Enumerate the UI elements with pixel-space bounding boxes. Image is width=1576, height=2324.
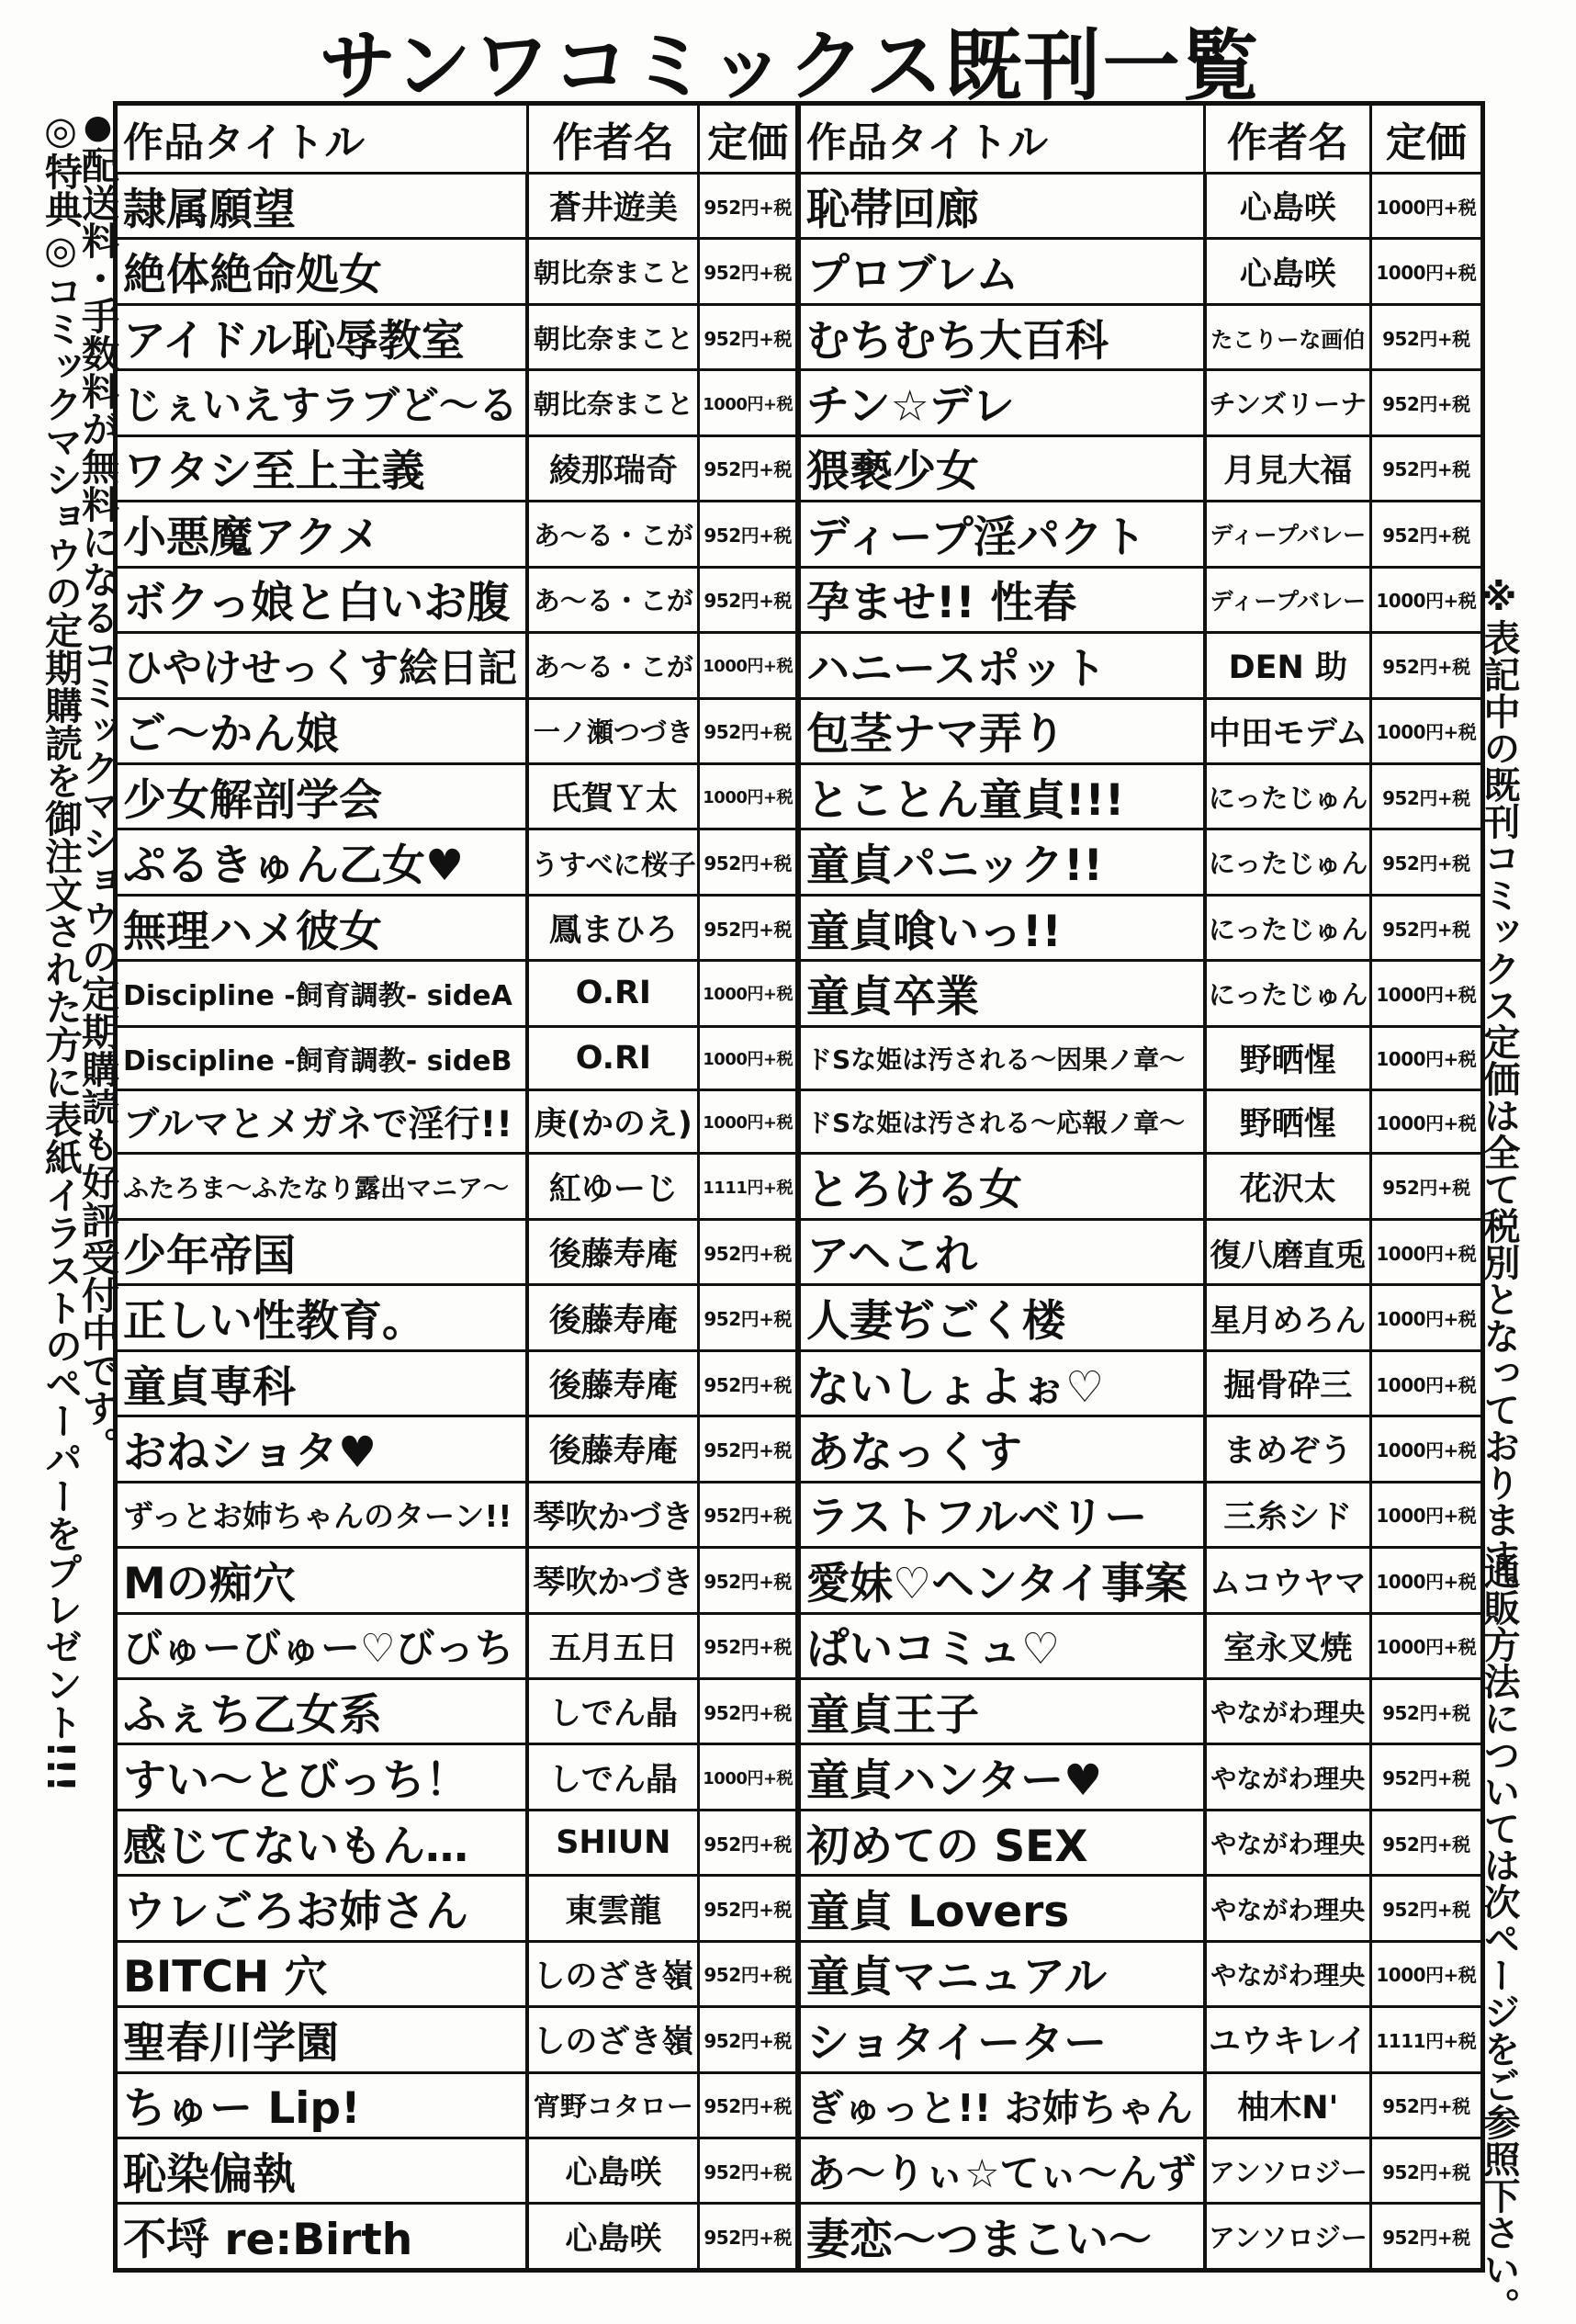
book-price: 1000円+税 xyxy=(1370,567,1482,632)
table-row xyxy=(116,435,1483,501)
book-author: O.RI xyxy=(527,1026,698,1089)
book-price: 1000円+税 xyxy=(1370,961,1482,1026)
book-author: 後藤寿庵 xyxy=(527,1416,698,1482)
book-price: 1000円+税 xyxy=(699,1090,798,1154)
book-price: 952円+税 xyxy=(699,2007,798,2072)
book-price: 1000円+税 xyxy=(1370,1350,1482,1416)
table-row xyxy=(116,502,1483,567)
book-title: 孕ませ!! 性春 xyxy=(798,567,1205,632)
book-author: 月見大福 xyxy=(1205,435,1370,501)
table-row xyxy=(116,1154,1483,1219)
book-title: 童貞ハンター♥ xyxy=(798,1744,1205,1810)
book-price: 952円+税 xyxy=(699,1613,798,1678)
book-author: 花沢太 xyxy=(1205,1154,1370,1219)
book-author: ディープバレー xyxy=(1205,567,1370,632)
book-title: ショタイーター xyxy=(798,2007,1205,2072)
book-title: とことん童貞!!! xyxy=(798,763,1205,829)
book-title: ハニースポット xyxy=(798,633,1205,698)
book-price: 952円+税 xyxy=(699,502,798,567)
book-title: 童貞喰いっ!! xyxy=(798,895,1205,960)
table-row xyxy=(116,1941,1483,2006)
book-author: 後藤寿庵 xyxy=(527,1350,698,1416)
book-title: 感じてないもん… xyxy=(116,1810,528,1875)
book-title: 妻恋〜つまこい〜 xyxy=(798,2204,1205,2271)
book-author: 朝比奈まこと xyxy=(527,239,698,304)
book-author: あ〜る・こが xyxy=(527,633,698,698)
book-author: 柚木N' xyxy=(1205,2072,1370,2138)
book-author: うすべに桜子 xyxy=(527,829,698,895)
book-title: プロブレム xyxy=(798,239,1205,304)
book-price: 952円+税 xyxy=(1370,1678,1482,1743)
header-author: 作者名 xyxy=(527,104,698,174)
book-author: 心島咲 xyxy=(1205,174,1370,239)
book-price: 1000円+税 xyxy=(1370,698,1482,763)
book-title: BITCH 穴 xyxy=(116,1941,528,2006)
book-author: 野晒惺 xyxy=(1205,1026,1370,1089)
book-title: ご〜かん娘 xyxy=(116,698,528,763)
book-author: 心島咲 xyxy=(1205,239,1370,304)
book-author: やながわ理央 xyxy=(1205,1941,1370,2006)
comics-list-table xyxy=(113,101,1485,2273)
book-price: 1000円+税 xyxy=(699,633,798,698)
book-price: 952円+税 xyxy=(699,1876,798,1941)
table-row xyxy=(116,1876,1483,1941)
book-price: 952円+税 xyxy=(1370,304,1482,369)
book-title: ふたろま〜ふたなり露出マニア〜 xyxy=(116,1154,528,1219)
book-title: ドSな姫は汚される〜応報ノ章〜 xyxy=(798,1090,1205,1154)
book-title: びゅーびゅー♡びっち xyxy=(116,1613,528,1678)
book-author: 綾那瑞奇 xyxy=(527,435,698,501)
book-title: ぎゅっと!! お姉ちゃん xyxy=(798,2072,1205,2138)
book-title: 無理ハメ彼女 xyxy=(116,895,528,960)
book-price: 1000円+税 xyxy=(1370,1613,1482,1678)
book-author: たこりーな画伯 xyxy=(1205,304,1370,369)
book-price: 1000円+税 xyxy=(1370,1026,1482,1089)
book-title: Mの痴穴 xyxy=(116,1548,528,1613)
book-price: 952円+税 xyxy=(699,1810,798,1875)
book-price: 1000円+税 xyxy=(1370,1285,1482,1350)
book-price: 952円+税 xyxy=(1370,1810,1482,1875)
book-author: SHIUN xyxy=(527,1810,698,1875)
book-price: 952円+税 xyxy=(1370,2072,1482,2138)
table-row xyxy=(116,2138,1483,2204)
book-author: 一ノ瀬つづき xyxy=(527,698,698,763)
book-price: 952円+税 xyxy=(1370,502,1482,567)
book-title: 初めての SEX xyxy=(798,1810,1205,1875)
book-title: Discipline -飼育調教- sideB xyxy=(116,1026,528,1089)
table-row xyxy=(116,304,1483,369)
book-title: 愛妹♡ヘンタイ事案 xyxy=(798,1548,1205,1613)
book-price: 952円+税 xyxy=(699,1416,798,1482)
book-author: にったじゅん xyxy=(1205,829,1370,895)
book-title: あ〜りぃ☆てぃ〜んず xyxy=(798,2138,1205,2204)
book-author: 庚(かのえ) xyxy=(527,1090,698,1154)
book-author: 心島咲 xyxy=(527,2138,698,2204)
subscription-note: ●配送料・手数料が無料になるコミックマショウの定期購読も好評受付中です。 xyxy=(75,108,119,1464)
book-price: 1000円+税 xyxy=(1370,1219,1482,1284)
book-title: 少年帝国 xyxy=(116,1219,528,1284)
book-price: 952円+税 xyxy=(699,1350,798,1416)
book-price: 952円+税 xyxy=(699,829,798,895)
book-price: 952円+税 xyxy=(699,895,798,960)
book-author: やながわ理央 xyxy=(1205,1810,1370,1875)
book-title: 少女解剖学会 xyxy=(116,763,528,829)
book-price: 952円+税 xyxy=(1370,633,1482,698)
book-title: 隷属願望 xyxy=(116,174,528,239)
book-author: 後藤寿庵 xyxy=(527,1219,698,1284)
book-author: あ〜る・こが xyxy=(527,567,698,632)
book-price: 1111円+税 xyxy=(699,1154,798,1219)
book-author: しのざき嶺 xyxy=(527,1941,698,2006)
book-price: 1000円+税 xyxy=(699,961,798,1026)
book-title: 童貞専科 xyxy=(116,1350,528,1416)
book-author: 五月五日 xyxy=(527,1613,698,1678)
header-price: 定価 xyxy=(699,104,798,174)
book-author: 紅ゆーじ xyxy=(527,1154,698,1219)
book-author: やながわ理央 xyxy=(1205,1876,1370,1941)
book-title: おねショタ♥ xyxy=(116,1416,528,1482)
book-author: 心島咲 xyxy=(527,2204,698,2271)
book-title: 包茎ナマ弄り xyxy=(798,698,1205,763)
book-price: 1000円+税 xyxy=(1370,239,1482,304)
book-author: チンズリーナ xyxy=(1205,370,1370,435)
book-title: 人妻ぢごく楼 xyxy=(798,1285,1205,1350)
book-author: 蒼井遊美 xyxy=(527,174,698,239)
book-price: 952円+税 xyxy=(1370,1876,1482,1941)
book-author: 星月めろん xyxy=(1205,1285,1370,1350)
book-title: すい〜とびっち！ xyxy=(116,1744,528,1810)
book-price: 952円+税 xyxy=(699,1219,798,1284)
book-title: ないしょよぉ♡ xyxy=(798,1350,1205,1416)
book-price: 952円+税 xyxy=(699,304,798,369)
book-price: 952円+税 xyxy=(699,239,798,304)
book-author: 琴吹かづき xyxy=(527,1482,698,1547)
table-row xyxy=(116,633,1483,698)
book-price: 952円+税 xyxy=(1370,2204,1482,2271)
table-row xyxy=(116,1678,1483,1743)
book-author: アンソロジー xyxy=(1205,2204,1370,2271)
book-author: DEN 助 xyxy=(1205,633,1370,698)
table-row xyxy=(116,2007,1483,2072)
book-author: 朝比奈まこと xyxy=(527,304,698,369)
book-price: 952円+税 xyxy=(699,1482,798,1547)
book-author: 野晒惺 xyxy=(1205,1090,1370,1154)
book-price: 952円+税 xyxy=(699,2072,798,2138)
table-row xyxy=(116,1613,1483,1678)
book-price: 1000円+税 xyxy=(699,1026,798,1089)
book-price: 952円+税 xyxy=(699,174,798,239)
book-title: ディープ淫パクト xyxy=(798,502,1205,567)
tax-note: ※表記中の既刊コミックス定価は全て税別となっております。 xyxy=(1478,577,1520,1611)
book-title: 不埒 re:Birth xyxy=(116,2204,528,2271)
book-author: 三糸シド xyxy=(1205,1482,1370,1547)
book-author: ムコウヤマ xyxy=(1205,1548,1370,1613)
bullet-icon: ● xyxy=(79,108,117,146)
book-title: ワタシ至上主義 xyxy=(116,435,528,501)
book-author: にったじゅん xyxy=(1205,895,1370,960)
header-author: 作者名 xyxy=(1205,104,1370,174)
book-author: やながわ理央 xyxy=(1205,1744,1370,1810)
table-row xyxy=(116,1416,1483,1482)
table-row xyxy=(116,1350,1483,1416)
book-title: チン☆デレ xyxy=(798,370,1205,435)
book-author: 後藤寿庵 xyxy=(527,1285,698,1350)
book-title: 恥染偏執 xyxy=(116,2138,528,2204)
book-price: 1000円+税 xyxy=(1370,1941,1482,2006)
book-title: ぷるきゅん乙女♥ xyxy=(116,829,528,895)
book-price: 1000円+税 xyxy=(1370,1482,1482,1547)
book-price: 952円+税 xyxy=(1370,1154,1482,1219)
table-row xyxy=(116,1026,1483,1089)
book-price: 952円+税 xyxy=(699,2138,798,2204)
book-title: 童貞パニック!! xyxy=(798,829,1205,895)
book-title: ずっとお姉ちゃんのターン!! xyxy=(116,1482,528,1547)
book-title: Discipline -飼育調教- sideA xyxy=(116,961,528,1026)
bonus-note: ◎特典◎コミックマショウの定期購読を御注文された方に表紙イラストのペーパーをプレゼント!!! xyxy=(39,108,83,1793)
book-title: ドSな姫は汚される〜因果ノ章〜 xyxy=(798,1026,1205,1089)
book-price: 1111円+税 xyxy=(1370,2007,1482,2072)
book-price: 952円+税 xyxy=(1370,370,1482,435)
table-row xyxy=(116,239,1483,304)
book-title: ブルマとメガネで淫行!! xyxy=(116,1090,528,1154)
book-title: 猥褻少女 xyxy=(798,435,1205,501)
book-price: 952円+税 xyxy=(699,1941,798,2006)
book-price: 952円+税 xyxy=(699,567,798,632)
book-price: 1000円+税 xyxy=(1370,1548,1482,1613)
book-title: 小悪魔アクメ xyxy=(116,502,528,567)
book-title: 童貞王子 xyxy=(798,1678,1205,1743)
book-author: ディープバレー xyxy=(1205,502,1370,567)
header-title: 作品タイトル xyxy=(116,104,528,174)
book-price: 952円+税 xyxy=(699,435,798,501)
book-title: 童貞 Lovers xyxy=(798,1876,1205,1941)
book-title: 正しい性教育。 xyxy=(116,1285,528,1350)
book-title: ふぇち乙女系 xyxy=(116,1678,528,1743)
table-row xyxy=(116,1482,1483,1547)
book-author: にったじゅん xyxy=(1205,961,1370,1026)
book-author: ユウキレイ xyxy=(1205,2007,1370,2072)
book-title: むちむち大百科 xyxy=(798,304,1205,369)
table-row xyxy=(116,763,1483,829)
book-title: とろける女 xyxy=(798,1154,1205,1219)
book-author: 鳳まひろ xyxy=(527,895,698,960)
book-price: 952円+税 xyxy=(1370,763,1482,829)
book-title: アヘこれ xyxy=(798,1219,1205,1284)
book-title: ちゅー Lip! xyxy=(116,2072,528,2138)
book-author: まめぞう xyxy=(1205,1416,1370,1482)
book-author: 宵野コタロー xyxy=(527,2072,698,2138)
book-price: 1000円+税 xyxy=(1370,1090,1482,1154)
book-author: アンソロジー xyxy=(1205,2138,1370,2204)
book-title: ボクっ娘と白いお腹 xyxy=(116,567,528,632)
book-price: 952円+税 xyxy=(699,698,798,763)
book-author: 掘骨砕三 xyxy=(1205,1350,1370,1416)
table-row xyxy=(116,1090,1483,1154)
book-price: 1000円+税 xyxy=(699,370,798,435)
book-price: 952円+税 xyxy=(1370,829,1482,895)
book-author: 氏賀Ｙ太 xyxy=(527,763,698,829)
book-price: 1000円+税 xyxy=(1370,1416,1482,1482)
book-author: にったじゅん xyxy=(1205,763,1370,829)
book-author: しでん晶 xyxy=(527,1678,698,1743)
table-row xyxy=(116,370,1483,435)
book-price: 952円+税 xyxy=(1370,1744,1482,1810)
book-title: 童貞卒業 xyxy=(798,961,1205,1026)
table-row xyxy=(116,1744,1483,1810)
book-price: 1000円+税 xyxy=(699,763,798,829)
table-row xyxy=(116,1548,1483,1613)
book-price: 952円+税 xyxy=(1370,895,1482,960)
book-price: 952円+税 xyxy=(1370,2138,1482,2204)
table-row xyxy=(116,829,1483,895)
table-row xyxy=(116,1285,1483,1350)
page-title: サンワコミックス既刊一覧 xyxy=(319,21,1261,111)
book-price: 952円+税 xyxy=(1370,435,1482,501)
book-author: 琴吹かづき xyxy=(527,1548,698,1613)
book-title: あなっくす xyxy=(798,1416,1205,1482)
book-price: 952円+税 xyxy=(699,1548,798,1613)
book-author: O.RI xyxy=(527,961,698,1026)
mail-order-note: 通販方法については次ページをご参照下さい。 xyxy=(1478,1552,1520,2324)
book-price: 952円+税 xyxy=(699,1678,798,1743)
book-title: 童貞マニュアル xyxy=(798,1941,1205,2006)
book-author: しのざき嶺 xyxy=(527,2007,698,2072)
book-author: しでん晶 xyxy=(527,1744,698,1810)
book-author: やながわ理央 xyxy=(1205,1678,1370,1743)
book-title: 恥帯回廊 xyxy=(798,174,1205,239)
book-author: 朝比奈まこと xyxy=(527,370,698,435)
book-price: 952円+税 xyxy=(699,2204,798,2271)
book-title: じぇいえすラブど〜る xyxy=(116,370,528,435)
book-title: 聖春川学園 xyxy=(116,2007,528,2072)
book-price: 952円+税 xyxy=(699,1285,798,1350)
book-title: ラストフルベリー xyxy=(798,1482,1205,1547)
table-row xyxy=(116,961,1483,1026)
table-row xyxy=(116,1219,1483,1284)
book-title: アイドル恥辱教室 xyxy=(116,304,528,369)
table-row xyxy=(116,1810,1483,1875)
table-row xyxy=(116,895,1483,960)
book-title: ひやけせっくす絵日記 xyxy=(116,633,528,698)
table-row xyxy=(116,698,1483,763)
book-author: あ〜る・こが xyxy=(527,502,698,567)
table-header-row xyxy=(116,104,1483,174)
book-author: 室永叉焼 xyxy=(1205,1613,1370,1678)
book-title: ぱいコミュ♡ xyxy=(798,1613,1205,1678)
table-row xyxy=(116,567,1483,632)
book-title: ウレごろお姉さん xyxy=(116,1876,528,1941)
book-price: 1000円+税 xyxy=(1370,174,1482,239)
book-price: 1000円+税 xyxy=(699,1744,798,1810)
book-author: 復八磨直兎 xyxy=(1205,1219,1370,1284)
table-row xyxy=(116,174,1483,239)
book-author: 東雲龍 xyxy=(527,1876,698,1941)
book-author: 中田モデム xyxy=(1205,698,1370,763)
header-title: 作品タイトル xyxy=(798,104,1205,174)
header-price: 定価 xyxy=(1370,104,1482,174)
table-row xyxy=(116,2204,1483,2271)
book-title: 絶体絶命処女 xyxy=(116,239,528,304)
table-row xyxy=(116,2072,1483,2138)
